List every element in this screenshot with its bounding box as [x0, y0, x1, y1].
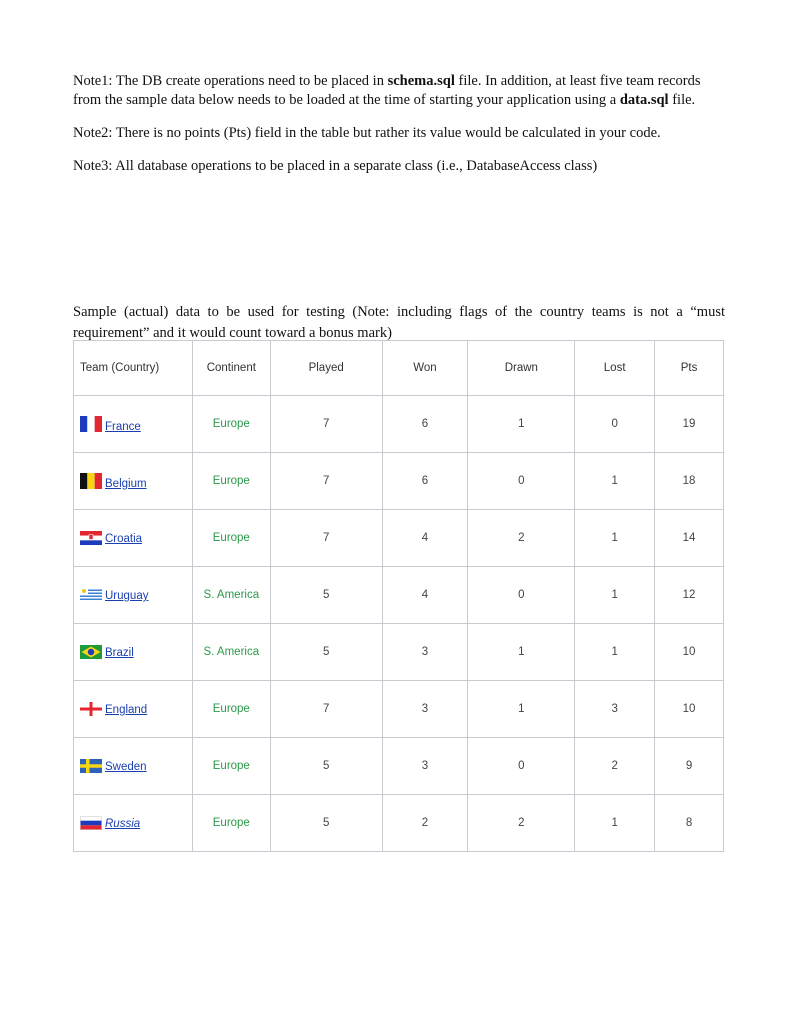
- note-2: Note2: There is no points (Pts) field in the table but rather its value would be calculated in your code.: [73, 125, 661, 141]
- table-row: [74, 453, 724, 510]
- drawn-cell: 0: [468, 453, 575, 510]
- won-cell: 6: [382, 396, 468, 453]
- team-cell: [74, 795, 193, 852]
- lost-cell: 1: [575, 624, 655, 681]
- team-cell: [74, 624, 193, 681]
- team-link[interactable]: Sweden: [105, 761, 147, 773]
- team-link[interactable]: Belgium: [105, 477, 147, 490]
- pts-cell: 10: [655, 681, 724, 738]
- table-row: [74, 396, 724, 453]
- team-link[interactable]: Uruguay: [105, 590, 149, 602]
- continent-cell: Europe: [192, 681, 270, 738]
- pts-cell: 18: [655, 453, 724, 510]
- table-row: [74, 567, 724, 624]
- england-flag-icon: [80, 702, 102, 716]
- france-flag-icon: [80, 416, 102, 432]
- team-link[interactable]: France: [105, 420, 141, 433]
- team-cell: [74, 681, 193, 738]
- header-lost: Lost: [575, 341, 655, 396]
- russia-flag-icon: [80, 816, 102, 830]
- sweden-flag-icon: [80, 759, 102, 773]
- drawn-cell: 2: [468, 795, 575, 852]
- pts-cell: 9: [655, 738, 724, 795]
- table-row: [74, 624, 724, 681]
- drawn-cell: 0: [468, 738, 575, 795]
- team-link[interactable]: Brazil: [105, 647, 134, 659]
- table-row: [74, 795, 724, 852]
- note-1-text-cont: file. In addition, at least five team records from the sample data below needs to be loaded at the time of starting your application using a: [73, 73, 701, 108]
- standings-table: [73, 340, 724, 852]
- pts-cell: 10: [655, 624, 724, 681]
- team-cell: [74, 396, 193, 453]
- header-team: Team (Country): [74, 341, 193, 396]
- team-link[interactable]: England: [105, 704, 148, 716]
- drawn-cell: 1: [468, 396, 575, 453]
- won-cell: 4: [382, 567, 468, 624]
- won-cell: 3: [382, 681, 468, 738]
- continent-cell: Europe: [192, 396, 270, 453]
- won-cell: 3: [382, 624, 468, 681]
- croatia-flag-icon: [80, 531, 102, 545]
- brazil-flag-icon: [80, 645, 102, 659]
- lost-cell: 1: [575, 510, 655, 567]
- lost-cell: 1: [575, 567, 655, 624]
- continent-cell: S. America: [192, 567, 270, 624]
- note-3: Note3: All database operations to be placed in a separate class (i.e., DatabaseAccess class): [73, 158, 598, 174]
- played-cell: 5: [270, 795, 382, 852]
- table-row: [74, 738, 724, 795]
- played-cell: 7: [270, 510, 382, 567]
- note-1: [73, 72, 725, 110]
- lost-cell: 0: [575, 396, 655, 453]
- continent-cell: S. America: [192, 624, 270, 681]
- pts-cell: 8: [655, 795, 724, 852]
- pts-cell: 12: [655, 567, 724, 624]
- table-row: [74, 510, 724, 567]
- team-cell: [74, 738, 193, 795]
- played-cell: 5: [270, 567, 382, 624]
- lost-cell: 1: [575, 453, 655, 510]
- note-1-text-end: file.: [668, 92, 696, 108]
- header-drawn: Drawn: [468, 341, 575, 396]
- team-cell: [74, 510, 193, 567]
- team-link[interactable]: Croatia: [105, 533, 143, 545]
- team-link[interactable]: Russia: [105, 818, 141, 830]
- notes-section: [73, 72, 725, 190]
- won-cell: 3: [382, 738, 468, 795]
- header-pts: Pts: [655, 341, 724, 396]
- drawn-cell: 2: [468, 510, 575, 567]
- schema-sql-filename: schema.sql: [387, 73, 455, 89]
- sample-data-intro: Sample (actual) data to be used for testing (Note: including flags of the country teams is not a “must requirement” and it would count toward a bonus mark): [73, 303, 725, 341]
- won-cell: 4: [382, 510, 468, 567]
- header-won: Won: [382, 341, 468, 396]
- played-cell: 7: [270, 396, 382, 453]
- played-cell: 5: [270, 738, 382, 795]
- table-header-row: [74, 341, 724, 396]
- header-played: Played: [270, 341, 382, 396]
- team-cell: [74, 567, 193, 624]
- pts-cell: 14: [655, 510, 724, 567]
- continent-cell: Europe: [192, 738, 270, 795]
- table-row: [74, 681, 724, 738]
- lost-cell: 1: [575, 795, 655, 852]
- continent-cell: Europe: [192, 795, 270, 852]
- drawn-cell: 0: [468, 567, 575, 624]
- won-cell: 6: [382, 453, 468, 510]
- played-cell: 7: [270, 453, 382, 510]
- drawn-cell: 1: [468, 624, 575, 681]
- data-sql-filename: data.sql: [619, 92, 669, 108]
- team-cell: [74, 453, 193, 510]
- continent-cell: Europe: [192, 453, 270, 510]
- won-cell: 2: [382, 795, 468, 852]
- lost-cell: 2: [575, 738, 655, 795]
- played-cell: 7: [270, 681, 382, 738]
- lost-cell: 3: [575, 681, 655, 738]
- drawn-cell: 1: [468, 681, 575, 738]
- belgium-flag-icon: [80, 473, 102, 489]
- continent-cell: Europe: [192, 510, 270, 567]
- pts-cell: 19: [655, 396, 724, 453]
- uruguay-flag-icon: [80, 588, 102, 602]
- note-1-text: Note1: The DB create operations need to be placed in: [73, 73, 388, 89]
- played-cell: 5: [270, 624, 382, 681]
- header-continent: Continent: [192, 341, 270, 396]
